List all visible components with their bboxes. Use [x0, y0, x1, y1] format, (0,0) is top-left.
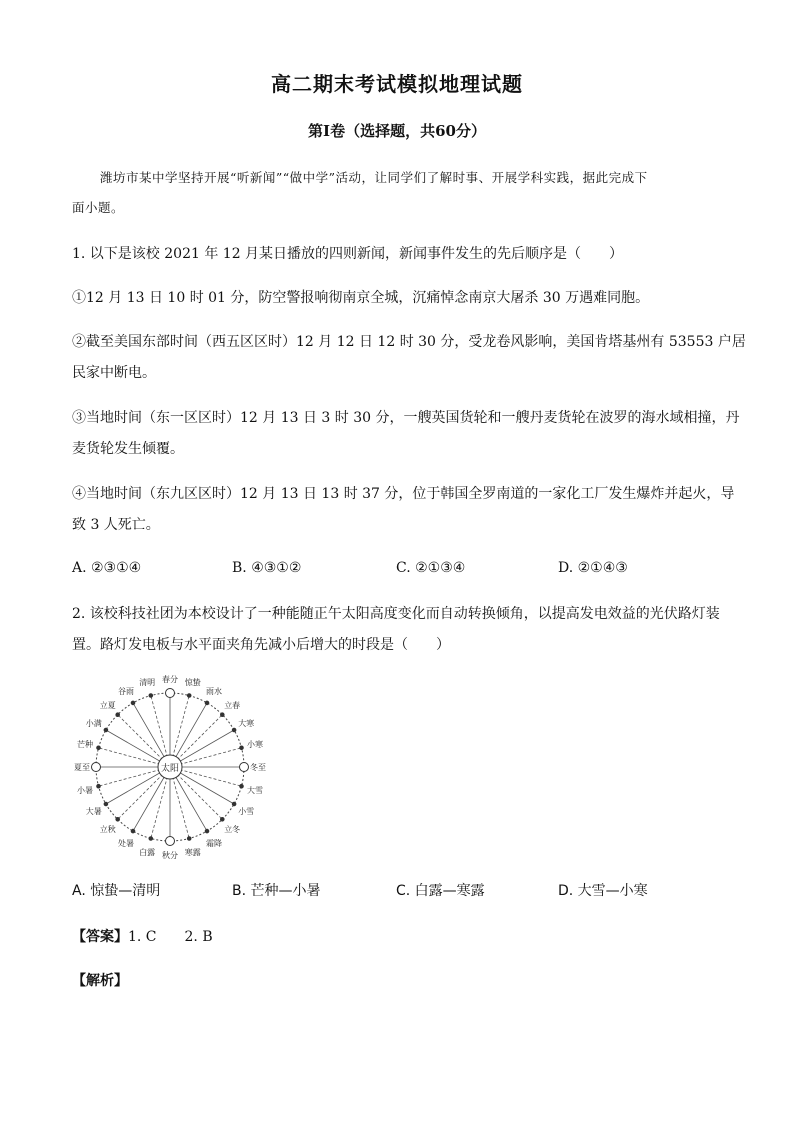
q2-option-d: D. 大雪—小寒 [558, 883, 648, 899]
solar-term-label: 小寒 [247, 740, 263, 750]
earth-position-dot [240, 784, 244, 788]
solar-term-label: 立冬 [224, 825, 241, 835]
answer-label: 【答案】 [72, 929, 128, 945]
earth-position-dot [187, 837, 191, 841]
earth-position-dot [131, 701, 135, 705]
earth-position-dot [149, 694, 153, 698]
q2-option-b: B. 芒种—小暑 [232, 883, 321, 899]
q1-item-2-line-1: ②截至美国东部时间（西五区区时）12 月 12 日 12 时 30 分，受龙卷风影响，美国肯塔基州有 53553 户居 [72, 334, 746, 350]
answer-text: 1. C 2. B [128, 929, 213, 945]
earth-position-dot [116, 713, 120, 717]
solar-term-label: 小暑 [77, 785, 93, 795]
q1-option-c: C. ②①③④ [396, 560, 466, 576]
earth-position-dot [221, 713, 225, 717]
q1-option-b: B. ④③①② [232, 560, 302, 576]
analysis-label: 【解析】 [72, 973, 128, 989]
solar-term-label: 立夏 [99, 700, 116, 710]
solar-term-label: 寒露 [184, 848, 201, 857]
q1-stem: 1. 以下是该校 2021 年 12 月某日播放的四则新闻，新闻事件发生的先后顺序是（ ） [72, 246, 624, 262]
solar-term-label: 小满 [85, 719, 102, 728]
q2-option-a: A. 惊蛰—清明 [72, 883, 161, 899]
page-title: 高二期末考试模拟地理试题 [271, 72, 523, 96]
solar-terms-figure [66, 672, 286, 862]
solar-term-label: 白露 [139, 848, 156, 857]
solar-term-label: 小雪 [238, 807, 255, 816]
solar-term-label: 谷雨 [118, 686, 134, 696]
earth-position-dot [97, 784, 101, 788]
q1-item-2-line-2: 民家中断电。 [72, 365, 156, 381]
answer-row [72, 926, 213, 946]
q1-item-1: ①12 月 13 日 10 时 01 分，防空警报响彻南京全城，沉痛悼念南京大屠杀 30 万遇难同胞。 [72, 290, 650, 306]
solar-term-label: 雨水 [206, 686, 222, 696]
q1-option-d: D. ②①④③ [558, 560, 628, 576]
sun-label: 太阳 [160, 764, 180, 774]
solar-term-label: 大雪 [247, 785, 263, 795]
earth-position-dot [149, 837, 153, 841]
solar-term-label: 大寒 [238, 719, 255, 728]
intro-line-2: 面小题。 [72, 200, 125, 215]
solar-term-label: 霜降 [206, 839, 222, 849]
section-subtitle: 第Ⅰ卷（选择题，共60分） [308, 122, 486, 140]
solar-term-label: 大暑 [85, 807, 102, 816]
earth-position-dot [240, 763, 249, 772]
solar-term-label: 清明 [139, 678, 156, 687]
q1-item-4-line-2: 致 3 人死亡。 [72, 517, 160, 533]
earth-position-dot [232, 728, 236, 732]
solar-term-label: 处暑 [118, 839, 134, 849]
solar-term-label: 冬至 [250, 763, 266, 772]
intro-line-1: 潍坊市某中学坚持开展“听新闻”“做中学”活动，让同学们了解时事、开展学科实践，据此完成下 [100, 170, 648, 185]
solar-term-label: 秋分 [162, 851, 178, 860]
q2-stem-line-2: 置。路灯发电板与水平面夹角先减小后增大的时段是（ ） [72, 637, 450, 653]
earth-position-dot [92, 763, 101, 772]
q1-item-4-line-1: ④当地时间（东九区区时）12 月 13 日 13 时 37 分，位于韩国全罗南道的一家化工厂发生爆炸并起火，导 [72, 486, 735, 502]
solar-term-label: 芒种 [77, 740, 93, 750]
earth-position-dot [131, 829, 135, 833]
earth-position-dot [232, 802, 236, 806]
earth-position-dot [166, 689, 175, 698]
solar-term-label: 惊蛰 [184, 678, 201, 687]
solar-term-label: 夏至 [74, 763, 90, 772]
earth-position-dot [104, 802, 108, 806]
q2-option-c: C. 白露—寒露 [396, 883, 485, 899]
solar-term-label: 春分 [162, 675, 178, 684]
earth-position-dot [97, 746, 101, 750]
earth-position-dot [104, 728, 108, 732]
earth-position-dot [166, 837, 175, 846]
earth-position-dot [240, 746, 244, 750]
q1-item-3-line-1: ③当地时间（东一区区时）12 月 13 日 3 时 30 分，一艘英国货轮和一艘丹麦货轮在波罗的海水域相撞，丹 [72, 410, 740, 426]
q1-item-3-line-2: 麦货轮发生倾覆。 [72, 441, 184, 457]
q1-option-a: A. ②③①④ [72, 560, 142, 576]
earth-position-dot [205, 701, 209, 705]
solar-term-label: 立秋 [99, 825, 116, 835]
earth-position-dot [187, 694, 191, 698]
solar-term-label: 立春 [224, 700, 241, 710]
q2-stem-line-1: 2. 该校科技社团为本校设计了一种能随正午太阳高度变化而自动转换倾角，以提高发电效益的光伏路灯装 [72, 606, 720, 622]
earth-position-dot [205, 829, 209, 833]
earth-position-dot [221, 818, 225, 822]
earth-position-dot [116, 818, 120, 822]
